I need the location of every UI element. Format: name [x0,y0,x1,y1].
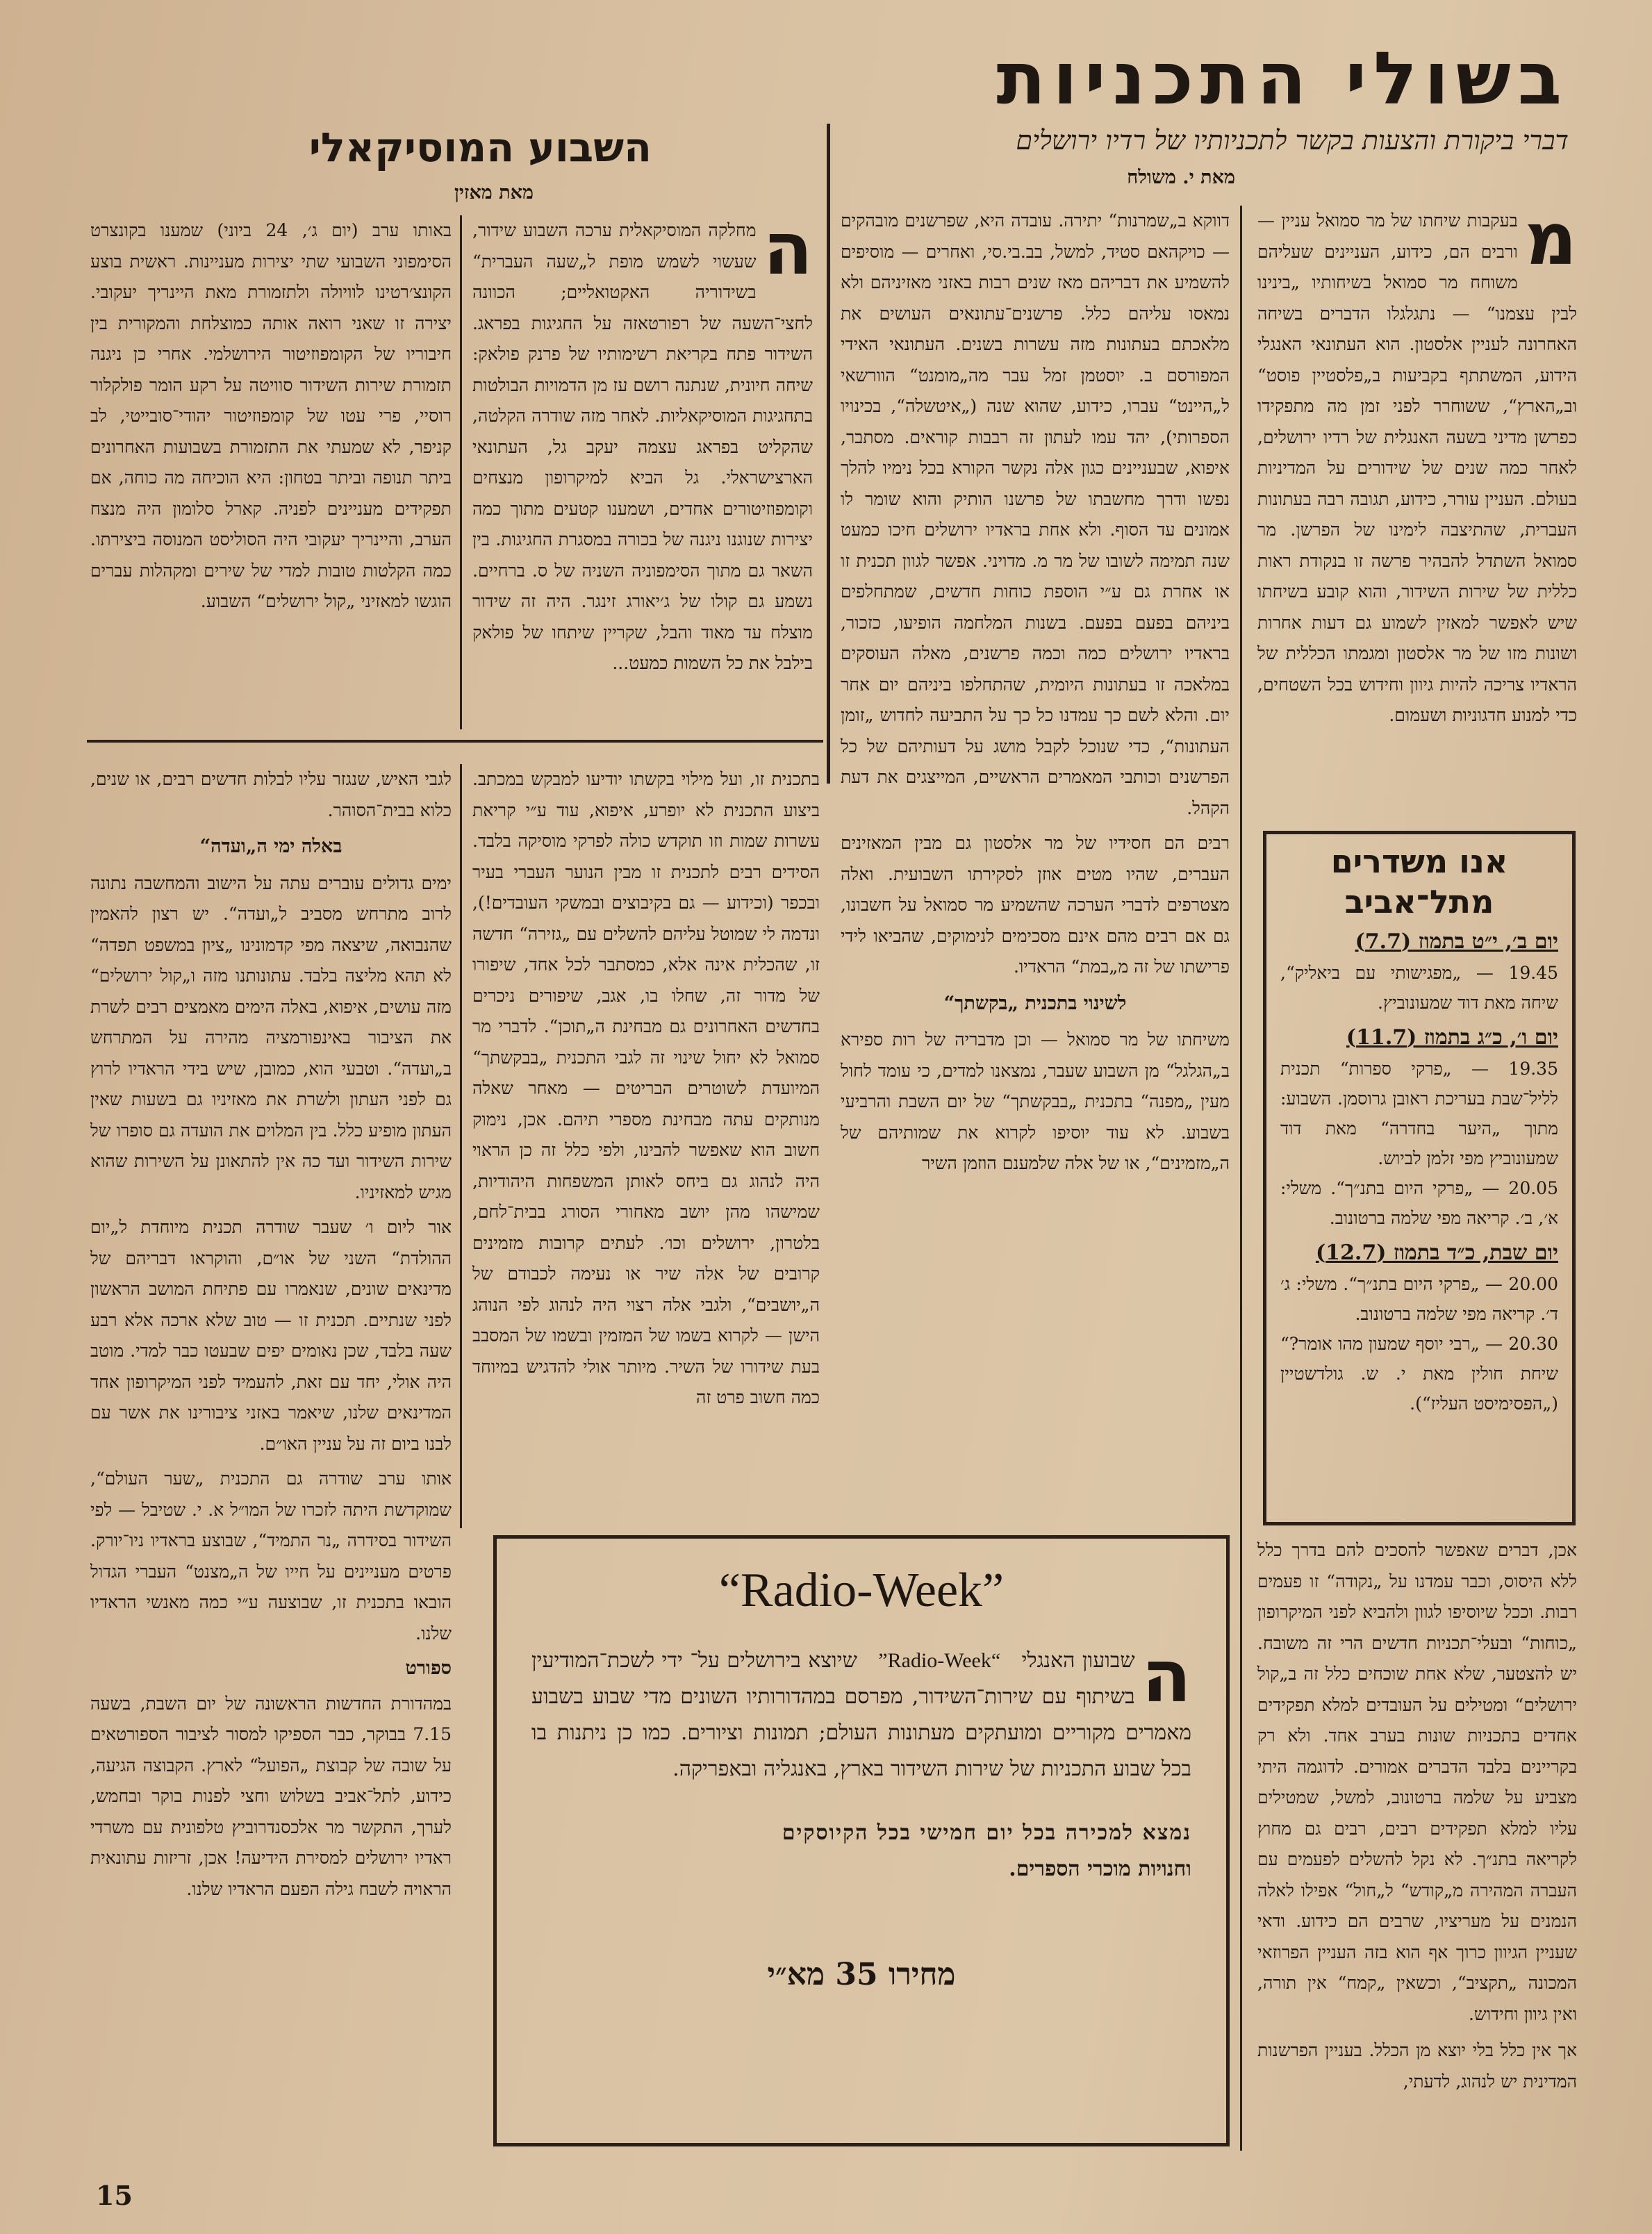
radio-week-line1-b: שיוצא בירושלים על־ [690,1648,857,1673]
lower-column-d [90,764,452,2167]
schedule-day-2: יום ו׳, כ״ג בתמוז (11.7) [1346,1025,1558,1050]
article1-text-2c: משיחתו של מר סמואל — וכן מדבריה של רות ספירא ב„הגלגל“ מן השבוע שעבר, נמצאנו למדים, כי עומד לחול מעין „מפנה“ בתכנית „בבקשתך“ של יום השבת והרביעי בשבוע. לא עוד יוסיפו לקרוא את שמותיהם של ה„מזמינים“, או של אלה שלמענם הוזמן השיר [841,1029,1230,1173]
main-byline: מאת י. משולח [1127,167,1235,188]
lower-subheading-vaada: באלה ימי ה„ועדה“ [199,836,342,857]
music-column-b [90,215,452,729]
schedule-title: אנו משדרים מתל־אביב [1330,843,1508,920]
lower-text-d2: ימים גדולים עוברים עתה על הישוב והמחשבה נתונה לרוב מתרחש מסביב ל„ועדה“. יש רצון להאמין שהנבואה, שיצאה מפי קדמונינו „ציון במשפט תפדה“ לא תהא מליצה בלבד. עתונותנו מזה ו„קול ירושלים“ מזה עושים, איפוא, באלה הימים מאמצים רבים לשרת את הציבור באינפורמציה מהירה על המתרחש ב„ועדה“. וטבעי הוא, כמובן, שיש בידי הראדיו לרוץ גם לפני העתון ולשרת את מאזיניו גם בשעות שאין העתון מופיע כלל. בין המלוים את הועדה גם סופרו של שירות השידור ועד כה אין להתאונן על השירות שהוא מגיש למאזיניו. [90,872,452,1202]
article1-column-1-continued [1257,1535,1577,2091]
radio-week-box [493,1535,1230,2146]
main-subtitle: דברי ביקורת והצעות בקשר לתכניותיו של רדיו ירושלים [1016,125,1569,156]
radio-week-text: ידי לשכת־המודיעין בשיתוף עם שירות־השידור, מפרסם במהדורותיו השונים מדי שבוע בשבוע מאמרים מקוריים ומועתקים מעתונות העולם; תמונות וציורים. כמו כן ניתנות בו בכל שבוע התכניות של שירות השידור בארץ, באנגליה ובאפריקה. [531,1648,1191,1781]
article1-subheading: לשינוי בתכנית „בקשתך“ [943,992,1127,1014]
title-vertical-rule [827,124,830,784]
radio-week-line1-a: שבועון האנגלי [1021,1648,1135,1673]
music-byline: מאת מאזין [454,182,534,204]
radio-week-body [531,1634,1191,1787]
article1-dropcap: מ [1524,206,1577,281]
music-text-a: מחלקה המוסיקאלית ערכה השבוע שידור, שעשוי לשמש מופת ל„שעה העברית“ בשידוריה האקטואליים; הכוונה לחצי־השעה של רפורטאזה על החגיגות בפראג. השידור פתח בקריאת רשימותיו של פרנק פולאק: שיחה חיונית, שנתנה רושם עז מן הדמויות הבולטות בתחגיגות המוסיקאליות. לאחר מזה שודרה הקלטה, שהקליט בפראג עצמה יעקב גל, העתונאי הארצישראלי. גל הביא למיקרופון מנצחים וקומפוזיטורים אחדים, ושמענו קטעים מתוך כמה יצירות שנוגנו ניגנה של בכורה במסגרת החגיגות. בין השאר גם מתוך הסימפוניה השניה של ס. ברחיים. נשמע גם קולו של ג׳יאורג זינגר. היה זה שידור מוצלח עד מאוד והבל, שקריין שיתחו של פולאק בילבל את כל השמות כמעט... [472,220,813,673]
article1-text-2: דווקא ב„שמרנות“ יתירה. עובדה היא, שפרשנים מובהקים — כויקהאם סטיד, למשל, בב.בי.סי, ואחרים — מוסיפים להשמיע את דבריהם מאז שנים רבות באזני מאזיניהם ולא נמאסו עליהם כלל. פרשנים־עתונאים העושים את מלאכתם בעתונות מזה עשרות בשנים. העתונאי האידי המפורסם ב. יוסטמן זמל עבר מה„מומנט“ הוורשאי ל„היינט“ עברו, כידוע, שהוא שנה („איטשלה“, בכינויו הספרותי), יהד עמו לעתון זה רבבות קוראים. מסתבר, איפוא, שבעניינים כגון אלה נקשר הקורא בכל נימיו להלך נפשו ודרך מחשבתו של פרשנו הותיק והוא שומר לו אמונים עד הסוף. ולא אחת בראדיו ירושלים חיכו כמעט שנה תמימה לשובו של מר מ. מדויני. אפשר לגוון תכנית זו או אחרת גם ע״י הוספת כוחות חדשים, שמתחלפים ביניהם בפעם בפעם. בשנות המלחמה הופיעו, כזכור, בראדיו ירושלים כמה וכמה פרשנים, מאלה העוסקים במלאכה זו בעתונות היומית, שהתחלפו ביניהם יום אחר יום. והלא לשם כך עמדנו כל כך על התביעה לחדוש „זומן העתונות“, כדי שנוכל לקבל מושג על דעותיהם של כל הפרשנים וכותבי המאמרים הראשיים, המייצגים את דעת הקהל. [841,210,1230,818]
lower-text-d1: לגבי האיש, שנגזר עליו לבלות חדשים רבים, או שנים, כלוא בבית־הסוהר. [90,769,452,820]
article1-text-2b: רבים הם חסידיו של מר אלסטון גם מבין המאזינים העברים, שהיו מטים אוזן לסקירתו השבועית. ואלה מצטרפים לדברי הערכה שהשמיע מר סמואל על חשבונו, גם אם רבים מהם אינם מסכימים לנימוקים, שהביאו לידי פרישתו של זה מ„במת“ הראדיו. [841,833,1230,977]
lower-text-d5: במהדורת החדשות הראשונה של יום השבת, בשעה 7.15 בבוקר, כבר הספיקו למסור לציבור הספורטאים על שובה של קבוצת „הפועל“ לארץ. הקבוצה הגיעה, כידוע, לתל־אביב בשלוש וחצי לפנות בוקר ובחמש, לערך, התקשר מר אלכסנדרוביץ טלפונית עם משרדי ראדיו ירושלים למסירת הידיעה! אכן, זריזות עתונאית הראויה לשבח גילה הפעם הראדיו שלנו. [90,1693,452,1899]
music-bottom-rule [87,740,823,743]
schedule-item: 20.05 — „פרקי היום בתנ״ך“. משלי: א׳, ב׳. קריאה מפי שלמה ברטונוב. [1280,1178,1558,1228]
lower-column-divider [460,764,462,1528]
page-number: 15 [96,2180,133,2211]
music-column-a [472,215,813,729]
schedule-day-3: יום שבת, כ״ד בתמוז (12.7) [1315,1241,1558,1265]
lower-text-c: בתכנית זו, ועל מילוי בקשתו יודיעו למבקש במכתב. ביצוע התכנית לא יופרע, איפוא, עוד ע״י קריאת עשרות שמות וזו תוקדש כולה לפרקי מוסיקה בלבד. הסידים רבים לתכנית זו מבין הנוער העברי בעיר ובכפר (וכידוע — גם בקיבוצים ובמשקי העובדים!), ונדמה לי שמוטל עליהם להשלים עם „גזירה“ חדשה זו, שהכלית אינה אלא, כמסתבר לכל אחד, שיפורו של מדור זה, שחלו בו, אגב, שיפורים ניכרים בחדשים האחרונים גם מבחינת ה„תוכן“. לדברי מר סמואל לא יחול שינוי זה לגבי התכנית „בבקשתך“ המיועדת לשוטרים הבריטים — מאחר שאלה מנותקים עתה מבחינת מספרי תיהם. אכן, נימוק חשוב הוא שאפשר להבינו, ולפי כלל זה כן הראוי היה לנהוג גם ביחס לאותן המשפחות היהודיות, שמישהו מהן יושב מאחורי הסורג בבית־לחם, בלטרון, ירושלים וכו׳. לעתים קרובות מזמינים קרובים של אלה שיר או נעימה לכבודם של ה„יושבים“, ולגבי אלה רצוי היה לנהוג לפי הנוהג הישן — לקרוא בשמו של המזמין ובשמו של המסבב בעת שידורו של השיר. מיותר אולי להדגיש במיוחד כמה חשוב פרט זה [472,769,820,1407]
schedule-item: 20.30 — „רבי יוסף שמעון מהו אומר?“ שיחת חולין מאת י. ש. גולדשטיין („הפסימיסט העליז“). [1280,1334,1558,1414]
radio-week-sale-2: וחנויות מוכרי הספרים. [1009,1857,1191,1881]
lower-subheading-sport: ספורט [405,1657,452,1679]
article1-text-1b: אכן, דברים שאפשר להסכים להם בדרך כלל ללא היסוס, וכבר עמדנו על „נקודה“ זו פעמים רבות. וככל שיוסיפו לגוון ולהביא לפני המיקרופון „כוחות“ ובעלי־תכניות חדשים הרי זה משובח. יש להצטער, שלא אחת שוכחים כלל זה ב„קול ירושלים“ ומטילים על העובדים למלא תפקידים אחדים בתכניות שונות בערב אחד. ולא רק בקריינים בלבד הדברים אמורים. לדוגמה היתי מצביע על שלמה ברטונוב, למשל, שמטילים עליו למלא תפקידים רבים, רבים גם מחוץ לקריאה בתנ״ך. לא נקל להשלים לפעמים עם העברה המהירה מ„קודש“ ל„חול“ אפילו לאלה הנמנים על מעריציו, שרבים הם כידוע. ודאי שעניין הגיוון כרוך אף הוא בזה העניין הפרוזאי המכונה „תקציב“, וכשאין „קמח“ אין תורה, ואין גיוון וחידוש. [1257,1540,1577,2024]
schedule-item: 19.35 — „פרקי ספרות“ תכנית לליל־שבת בעריכת ראובן גרוסמן. השבוע: מתוך „היער בחדרה“ מאת דוד שמעונוביץ מפי זלמן לביוש. [1280,1059,1558,1168]
radio-week-line1-en: “Radio-Week” [878,1649,1001,1672]
radio-week-title: “Radio-Week” [718,1564,1005,1617]
lower-text-d4: אותו ערב שודרה גם התכנית „שער העולם“, שמוקדשת היתה לזכרו של המו״ל א. י. שטיבל — לפי השידור בסידרה „נר התמיד“, שבוצע בראדיו ניו־יורק. פרטים מעניינים על חייו של ה„מצנט“ העברי הגדול הובאו בתכנית זו, שבוצעה ע״י כמה מאנשי הראדיו שלנו. [90,1468,452,1644]
schedule-item: 20.00 — „פרקי היום בתנ״ך“. משלי: ג׳ ד׳. קריאה מפי שלמה ברטונוב. [1280,1274,1558,1324]
main-title: בשולי התכניות [996,36,1569,121]
lower-column-c [472,764,820,1514]
article1-text-1: בעקבות שיחתו של מר סמואל עניין — ורבים הם, כידוע, העניינים שעליהם משוחח מר סמואל בשיחותיו „בינינו לבין עצמנו“ — נתגלגלו הדברים בשיחה האחרונה לעניין אלסטון. הוא העתונאי האנגלי הידוע, המשתתף בקביעות ב„פלסטיין פוסט“ וב„הארץ“, ששוחרר לפני זמן מה מתפקידו כפרשן מדיני בשעה האנגלית של רדיו ירושלים, לאחר כמה שנים של שידורים על המדיניות בעולם. העניין עורר, כידוע, תגובה רבה בעתונות העברית, שהתיצבה לימינו של הפרשן. מר סמואל השתדל להבהיר פרשה זו בנקודת ראות כללית של שירות השידור, והוא קובע בשיחתו שיש לאפשר למאזין לשמוע גם דעות אחרות ושונות מזו של מר אלסטון ומגמתו הכללית של הראדיו צריכה להיות גיוון וחידוש בכל השטחים, כדי למנוע חדגוניות ושעמום. [1257,210,1577,725]
schedule-day-1: יום ב׳, י״ט בתמוז (7.7) [1355,929,1558,954]
music-title: השבוע המוסיקאלי [308,124,652,171]
music-dropcap: ה [763,215,813,291]
lower-text-d3: אור ליום ו׳ שעבר שודרה תכנית מיוחדת ל„יום ההולדת“ השני של או״ם, והוקראו דבריהם של מדינאים שונים, שנאמרו עם פתיחת המושב הראשון לפני שנתיים. תכנית זו — טוב שלא ארכה אלא רבע שעה בלבד, שכן נאומים יפים שבעטו כבר למדי. מוטב היה אולי, יחד עם זאת, להעמיד לפני המיקרופון אחד המדינאים שלנו, שיאמר באזני ציבורינו את אשר עם לבנו ביום זה על עניין האו״ם. [90,1217,452,1454]
music-column-divider [460,215,462,729]
radio-week-sale-1: נמצא למכירה בכל יום חמישי בכל הקיוסקים [782,1821,1191,1845]
music-text-b: באותו ערב (יום ג׳, 24 ביוני) שמענו בקונצרט הסימפוני השבועי שתי יצירות מעניינות. ראשית בוצע הקונצ׳רטינו לוויולה ולתזמורת מאת היינריך יעקובי. יצירה זו שאני רואה אותה כמוצלחת והמקורית בין חיבוריו של הקומפוזיטור הירושלמי. אחרי כן ניגנה תזמורת שירות השידור סוויטה על רקע הומר פולקלור רוסיי, פרי עטו של קומפוזיטור יהודי־סובייטי, לב קניפר, לא שמעתי את התזמורת בשבועות האחרונים ביתר תנופה וביתר בטחון: היא הוכיחה מה כוחה, אם תפקידים מעניינים לפניה. קארל סלומון היה מנצח הערב, והיינריך יעקובי היה הסוליסט המנוסה ביצירתו. כמה הקלטות טובות למדי של שירים ומקהלות עברים הוגשו למאזיני „קול ירושלים“ השבוע. [90,220,452,611]
article1-column-1 [1257,206,1577,803]
radio-week-dropcap: ה [1141,1634,1191,1719]
schedule-item: 19.45 — „מפגישותי עם ביאליק“, שיחה מאת דוד שמעונוביץ. [1280,963,1558,1013]
article1-text-1c: אך אין כלל בלי יוצא מן הכלל. בעניין הפרשנות המדינית יש לנהוג, לדעתי, [1257,2040,1577,2091]
radio-week-price: מחירו 35 מא״י [767,1957,956,1992]
column-divider-1 [1240,206,1242,2151]
schedule-box [1263,831,1576,1525]
